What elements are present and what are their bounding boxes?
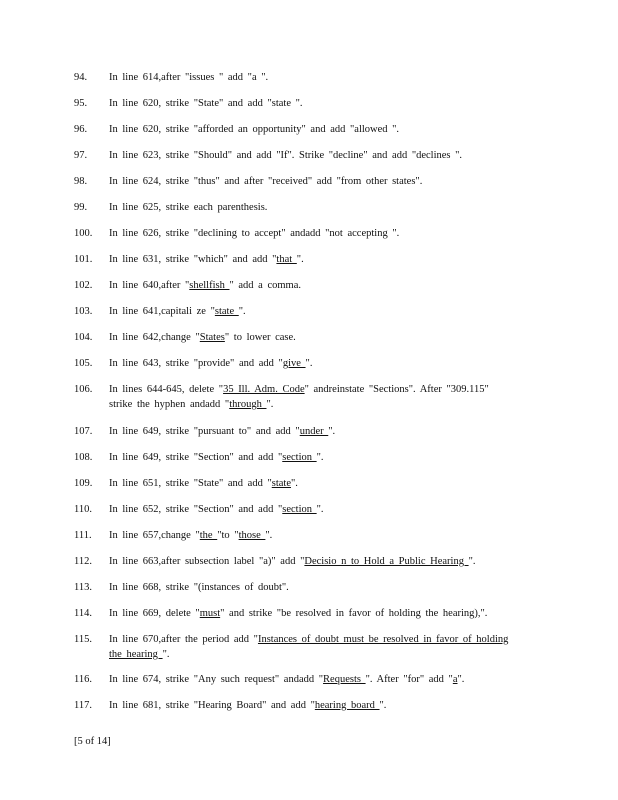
amendment-item <box>74 698 574 713</box>
amendment-item <box>74 382 574 412</box>
underlined-insertion: 35 Ill. Adm. Code <box>223 384 305 395</box>
item-number: 94. <box>74 72 88 83</box>
underlined-insertion: Instances of doubt must be resolved in favor of holding <box>257 634 509 645</box>
amendment-item <box>74 356 574 371</box>
item-text-line: In line 626, strike "declining to accept" andadd "not accepting ". <box>109 228 400 239</box>
item-text-line: In line 631, strike "which" and add "that ". <box>109 254 304 265</box>
amendment-item <box>74 424 574 439</box>
item-text <box>109 698 386 713</box>
item-text-line: In line 668, strike "(instances of doubt". <box>109 582 289 593</box>
amendment-item <box>74 96 574 111</box>
underlined-insertion: state <box>214 306 239 317</box>
item-text-line: the hearing ". <box>109 649 170 660</box>
underlined-insertion: the <box>199 530 218 541</box>
item-text-line: In line 623, strike "Should" and add "If". Strike "decline" and add "declines ". <box>109 150 463 161</box>
item-number: 102. <box>74 280 93 291</box>
item-text-line: In line 640,after "shellfish " add a comma. <box>109 280 301 291</box>
underlined-insertion: Requests <box>323 674 366 685</box>
amendment-item <box>74 606 574 621</box>
item-number: 117. <box>74 700 92 711</box>
underlined-insertion: hearing board <box>314 700 380 711</box>
item-number: 98. <box>74 176 88 187</box>
amendment-item <box>74 304 574 319</box>
amendment-item <box>74 528 574 543</box>
amendment-item <box>74 580 574 595</box>
underlined-insertion: a <box>452 674 458 685</box>
underlined-insertion: those <box>238 530 266 541</box>
item-number: 96. <box>74 124 88 135</box>
underlined-insertion: give <box>282 358 306 369</box>
item-text <box>109 200 267 215</box>
underlined-insertion: the hearing <box>109 649 163 660</box>
item-text-line: In line 674, strike "Any such request" andadd "Requests ". After "for" add "a". <box>109 674 465 685</box>
item-text-line: In line 681, strike "Hearing Board" and add "hearing board ". <box>109 700 387 711</box>
item-text-line: In line 641,capitali ze "state ". <box>109 306 246 317</box>
item-number: 95. <box>74 98 88 109</box>
item-text-line: In line 620, strike "State" and add "state ". <box>109 98 303 109</box>
item-number: 109. <box>74 478 93 489</box>
item-text <box>109 70 268 85</box>
underlined-insertion: Decisio n to Hold a Public Hearing <box>304 556 469 567</box>
item-number: 105. <box>74 358 93 369</box>
item-number: 114. <box>74 608 92 619</box>
item-text <box>109 502 324 517</box>
amendment-item <box>74 476 574 491</box>
item-text <box>109 304 246 319</box>
item-number: 112. <box>74 556 92 567</box>
item-text-line: strike the hyphen andadd "through ". <box>109 399 274 410</box>
item-text-line: In line 625, strike each parenthesis. <box>109 202 268 213</box>
item-text-line: In line 649, strike "pursuant to" and add "under ". <box>109 426 336 437</box>
amendment-item <box>74 226 574 241</box>
amendment-item <box>74 554 574 569</box>
amendment-item <box>74 70 574 85</box>
item-number: 113. <box>74 582 92 593</box>
item-text <box>109 278 301 293</box>
amendment-item <box>74 252 574 267</box>
item-text <box>109 356 312 371</box>
item-text <box>109 226 399 241</box>
item-number: 110. <box>74 504 92 515</box>
amendment-item <box>74 148 574 163</box>
item-text <box>109 148 462 163</box>
item-text-line: In line 614,after "issues " add "a ". <box>109 72 269 83</box>
item-text <box>109 424 335 439</box>
item-number: 107. <box>74 426 93 437</box>
item-text <box>109 606 487 621</box>
item-text-line: In line 649, strike "Section" and add "section ". <box>109 452 324 463</box>
item-text <box>109 528 272 543</box>
underlined-insertion: that <box>276 254 297 265</box>
item-text-line: In line 620, strike "afforded an opportunity" and add "allowed ". <box>109 124 400 135</box>
item-text <box>109 96 303 111</box>
item-text-line: In line 669, delete "must" and strike "be resolved in favor of holding the hearing),". <box>109 608 488 619</box>
item-text <box>109 122 399 137</box>
amendment-item <box>74 450 574 465</box>
amendment-item <box>74 632 574 662</box>
item-number: 99. <box>74 202 88 213</box>
item-text-line: In line 652, strike "Section" and add "section ". <box>109 504 324 515</box>
amendment-item <box>74 278 574 293</box>
item-text <box>109 632 508 662</box>
amendment-item <box>74 672 574 687</box>
amendment-item <box>74 174 574 189</box>
item-number: 104. <box>74 332 93 343</box>
amendment-item <box>74 200 574 215</box>
underlined-insertion: under <box>299 426 329 437</box>
underlined-insertion: must <box>199 608 221 619</box>
item-number: 100. <box>74 228 93 239</box>
item-text-line: In line 657,change "the "to "those ". <box>109 530 273 541</box>
item-number: 97. <box>74 150 88 161</box>
amendment-item <box>74 330 574 345</box>
item-text <box>109 330 296 345</box>
item-text-line: In line 643, strike "provide" and add "give ". <box>109 358 313 369</box>
item-text-line: In line 663,after subsection label "a)" add "Decisio n to Hold a Public Hearing ". <box>109 556 476 567</box>
item-number: 103. <box>74 306 93 317</box>
item-text <box>109 382 489 412</box>
item-text <box>109 476 298 491</box>
item-number: 111. <box>74 530 92 541</box>
item-text <box>109 174 422 189</box>
item-text <box>109 580 289 595</box>
item-number: 116. <box>74 674 92 685</box>
item-text <box>109 672 464 687</box>
item-text-line: In line 624, strike "thus" and after "received" add "from other states". <box>109 176 423 187</box>
underlined-insertion: section <box>282 504 317 515</box>
item-text <box>109 450 324 465</box>
underlined-insertion: shellfish <box>189 280 230 291</box>
item-text-line: In line 642,change "States" to lower case. <box>109 332 296 343</box>
page-number: [5 of 14] <box>74 736 111 747</box>
underlined-insertion: through <box>229 399 267 410</box>
item-number: 115. <box>74 634 92 645</box>
underlined-insertion: section <box>282 452 317 463</box>
item-text-line: In line 670,after the period add "Instances of doubt must be resolved in favor of holding <box>109 634 509 645</box>
amendment-item <box>74 122 574 137</box>
item-number: 106. <box>74 384 93 395</box>
item-text-line: In line 651, strike "State" and add "state". <box>109 478 298 489</box>
underlined-insertion: state <box>271 478 291 489</box>
amendment-item <box>74 502 574 517</box>
item-text <box>109 252 304 267</box>
item-number: 101. <box>74 254 93 265</box>
underlined-insertion: States <box>199 332 225 343</box>
item-number: 108. <box>74 452 93 463</box>
item-text <box>109 554 476 569</box>
item-text-line: In lines 644-645, delete "35 Ill. Adm. Code" andreinstate "Sections". After "309.115" <box>109 384 489 395</box>
